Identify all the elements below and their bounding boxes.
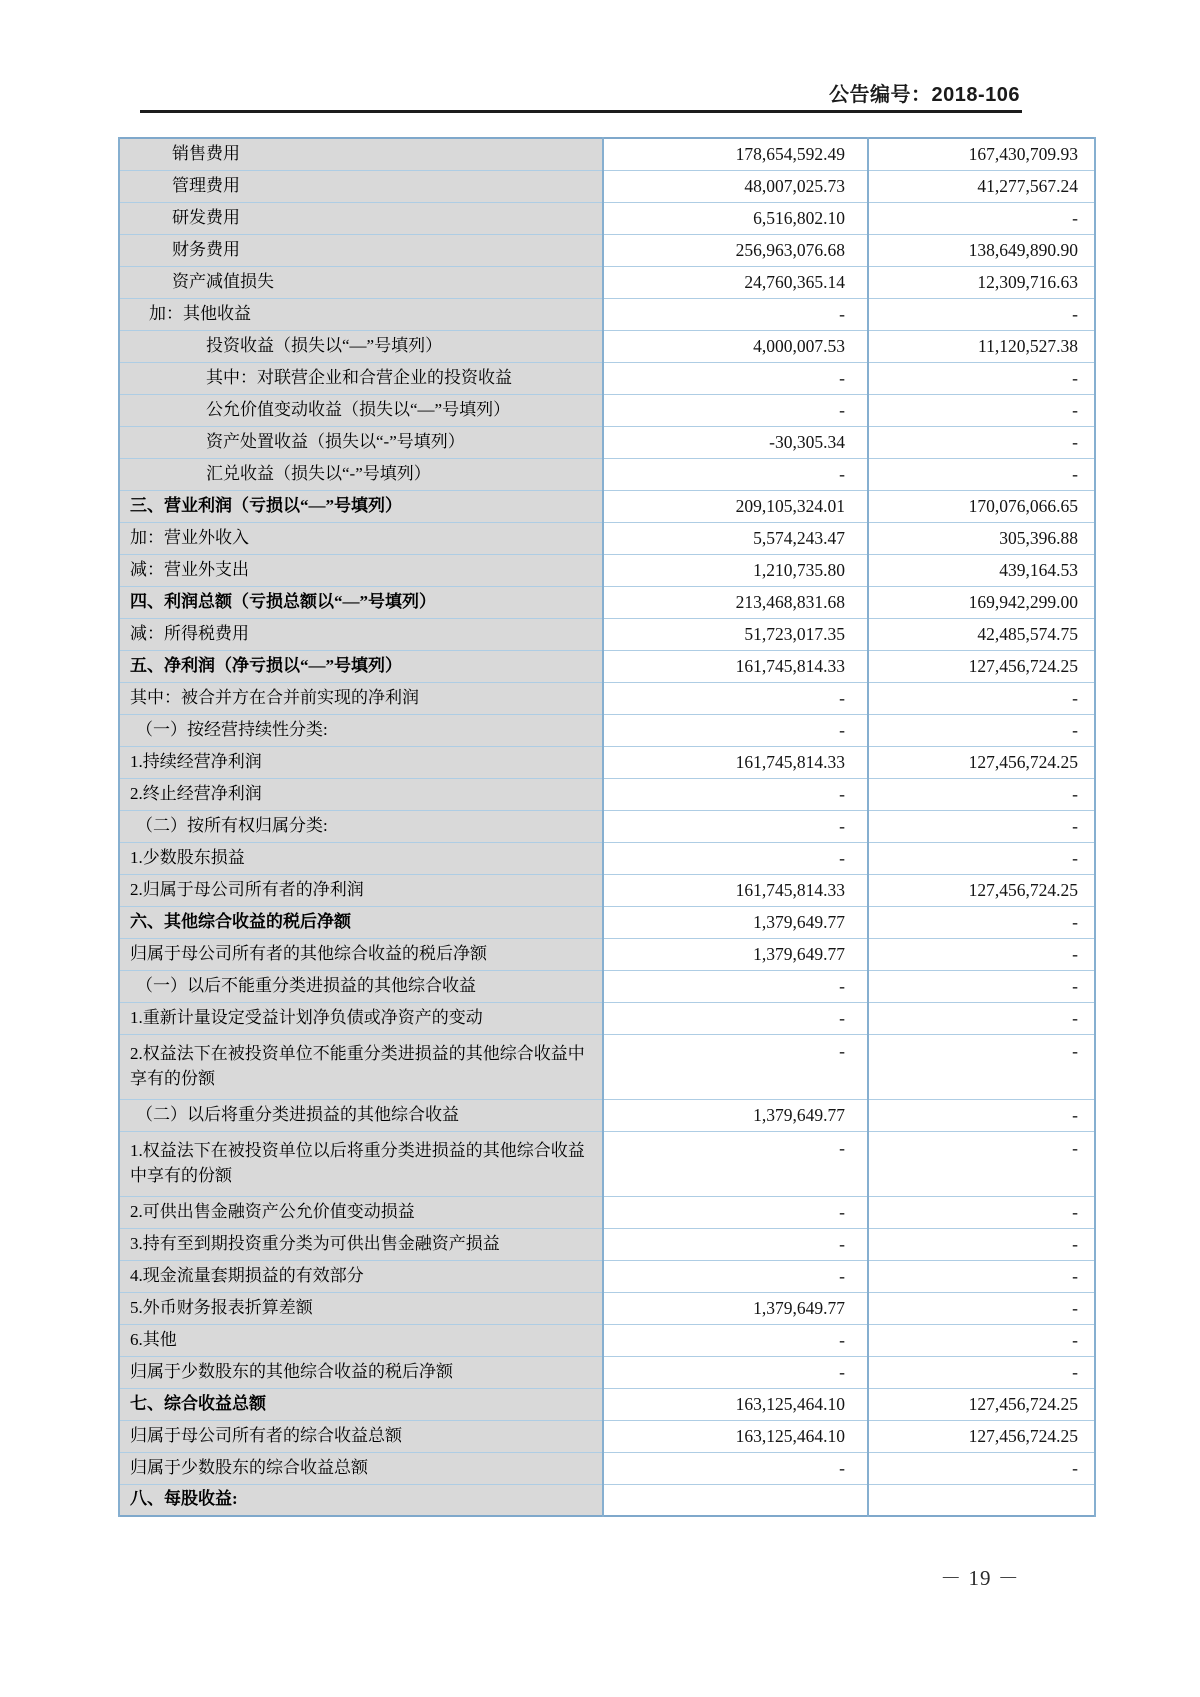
table-row <box>119 266 1095 298</box>
table-row <box>119 1420 1095 1452</box>
prior-period-value: 138,649,890.90 <box>868 234 1095 266</box>
current-period-value: - <box>603 682 868 714</box>
current-period-value: - <box>603 1034 868 1099</box>
prior-period-value: - <box>868 394 1095 426</box>
table-row <box>119 906 1095 938</box>
prior-period-value: - <box>868 938 1095 970</box>
table-row <box>119 170 1095 202</box>
row-label: 归属于母公司所有者的综合收益总额 <box>119 1420 603 1452</box>
row-label: 其中：被合并方在合并前实现的净利润 <box>119 682 603 714</box>
row-label: 三、营业利润（亏损以“—”号填列） <box>119 490 603 522</box>
current-period-value: 6,516,802.10 <box>603 202 868 234</box>
prior-period-value: - <box>868 682 1095 714</box>
row-label: 2.归属于母公司所有者的净利润 <box>119 874 603 906</box>
prior-period-value: - <box>868 1452 1095 1484</box>
table-row <box>119 810 1095 842</box>
current-period-value: 1,379,649.77 <box>603 1099 868 1131</box>
row-label: 2.终止经营净利润 <box>119 778 603 810</box>
prior-period-value: - <box>868 1131 1095 1196</box>
prior-period-value: - <box>868 1099 1095 1131</box>
row-label: 资产处置收益（损失以“-”号填列） <box>119 426 603 458</box>
table-row <box>119 1034 1095 1099</box>
row-label: 1.少数股东损益 <box>119 842 603 874</box>
table-row <box>119 202 1095 234</box>
prior-period-value: 127,456,724.25 <box>868 1420 1095 1452</box>
table-row <box>119 1260 1095 1292</box>
current-period-value: 256,963,076.68 <box>603 234 868 266</box>
current-period-value: 178,654,592.49 <box>603 138 868 170</box>
prior-period-value: - <box>868 714 1095 746</box>
prior-period-value: - <box>868 1292 1095 1324</box>
current-period-value: 163,125,464.10 <box>603 1420 868 1452</box>
row-label: 资产减值损失 <box>119 266 603 298</box>
row-label: 汇兑收益（损失以“-”号填列） <box>119 458 603 490</box>
prior-period-value: - <box>868 362 1095 394</box>
table-row <box>119 650 1095 682</box>
current-period-value: 24,760,365.14 <box>603 266 868 298</box>
prior-period-value: - <box>868 906 1095 938</box>
current-period-value: - <box>603 970 868 1002</box>
current-period-value: - <box>603 1356 868 1388</box>
row-label: 研发费用 <box>119 202 603 234</box>
table-row <box>119 458 1095 490</box>
table-row <box>119 1388 1095 1420</box>
prior-period-value: - <box>868 458 1095 490</box>
current-period-value: 1,379,649.77 <box>603 1292 868 1324</box>
table-row <box>119 1292 1095 1324</box>
row-label: （二）按所有权归属分类: <box>119 810 603 842</box>
table-row <box>119 682 1095 714</box>
prior-period-value: 127,456,724.25 <box>868 874 1095 906</box>
row-label: 2.可供出售金融资产公允价值变动损益 <box>119 1196 603 1228</box>
income-statement-table <box>118 137 1096 1517</box>
table-row <box>119 298 1095 330</box>
row-label: 1.权益法下在被投资单位以后将重分类进损益的其他综合收益中享有的份额 <box>119 1131 603 1196</box>
row-label: 4.现金流量套期损益的有效部分 <box>119 1260 603 1292</box>
current-period-value: - <box>603 1260 868 1292</box>
row-label: 投资收益（损失以“—”号填列） <box>119 330 603 362</box>
table-row <box>119 490 1095 522</box>
current-period-value: - <box>603 810 868 842</box>
row-label: 5.外币财务报表折算差额 <box>119 1292 603 1324</box>
prior-period-value: 305,396.88 <box>868 522 1095 554</box>
prior-period-value: 11,120,527.38 <box>868 330 1095 362</box>
current-period-value: 1,379,649.77 <box>603 906 868 938</box>
table-row <box>119 362 1095 394</box>
row-label: 加：营业外收入 <box>119 522 603 554</box>
prior-period-value: - <box>868 1356 1095 1388</box>
prior-period-value: 127,456,724.25 <box>868 746 1095 778</box>
current-period-value: - <box>603 394 868 426</box>
row-label: 七、综合收益总额 <box>119 1388 603 1420</box>
row-label: 3.持有至到期投资重分类为可供出售金融资产损益 <box>119 1228 603 1260</box>
table-row <box>119 554 1095 586</box>
table-row <box>119 1196 1095 1228</box>
row-label: 四、利润总额（亏损总额以“—”号填列） <box>119 586 603 618</box>
current-period-value: - <box>603 1002 868 1034</box>
prior-period-value: - <box>868 970 1095 1002</box>
table-row <box>119 1324 1095 1356</box>
prior-period-value: - <box>868 778 1095 810</box>
prior-period-value: - <box>868 842 1095 874</box>
table-row <box>119 874 1095 906</box>
table-row <box>119 426 1095 458</box>
current-period-value: - <box>603 1324 868 1356</box>
table-row <box>119 1484 1095 1516</box>
row-label: 其中：对联营企业和合营企业的投资收益 <box>119 362 603 394</box>
current-period-value: 213,468,831.68 <box>603 586 868 618</box>
current-period-value <box>603 1484 868 1516</box>
current-period-value: - <box>603 1196 868 1228</box>
prior-period-value: 41,277,567.24 <box>868 170 1095 202</box>
current-period-value: - <box>603 1228 868 1260</box>
row-label: 减：所得税费用 <box>119 618 603 650</box>
current-period-value: 161,745,814.33 <box>603 650 868 682</box>
prior-period-value: 169,942,299.00 <box>868 586 1095 618</box>
prior-period-value: 127,456,724.25 <box>868 650 1095 682</box>
table-row <box>119 714 1095 746</box>
current-period-value: - <box>603 778 868 810</box>
row-label: （一）以后不能重分类进损益的其他综合收益 <box>119 970 603 1002</box>
current-period-value: - <box>603 1452 868 1484</box>
current-period-value: 161,745,814.33 <box>603 874 868 906</box>
table-row <box>119 842 1095 874</box>
page-number: － 19 － <box>940 1566 1020 1590</box>
table-row <box>119 394 1095 426</box>
row-label: 财务费用 <box>119 234 603 266</box>
table-row <box>119 330 1095 362</box>
row-label: 归属于母公司所有者的其他综合收益的税后净额 <box>119 938 603 970</box>
row-label: 管理费用 <box>119 170 603 202</box>
prior-period-value: - <box>868 1260 1095 1292</box>
row-label: 减：营业外支出 <box>119 554 603 586</box>
table-row <box>119 234 1095 266</box>
row-label: 销售费用 <box>119 138 603 170</box>
row-label: 2.权益法下在被投资单位不能重分类进损益的其他综合收益中享有的份额 <box>119 1034 603 1099</box>
current-period-value: 5,574,243.47 <box>603 522 868 554</box>
table-row <box>119 1002 1095 1034</box>
prior-period-value: - <box>868 298 1095 330</box>
prior-period-value: - <box>868 426 1095 458</box>
prior-period-value: - <box>868 1324 1095 1356</box>
row-label: 1.持续经营净利润 <box>119 746 603 778</box>
prior-period-value: - <box>868 1034 1095 1099</box>
current-period-value: - <box>603 1131 868 1196</box>
prior-period-value: - <box>868 1196 1095 1228</box>
prior-period-value: 12,309,716.63 <box>868 266 1095 298</box>
prior-period-value: 167,430,709.93 <box>868 138 1095 170</box>
current-period-value: 163,125,464.10 <box>603 1388 868 1420</box>
row-label: 八、每股收益: <box>119 1484 603 1516</box>
row-label: 加：其他收益 <box>119 298 603 330</box>
prior-period-value: - <box>868 202 1095 234</box>
table-row <box>119 970 1095 1002</box>
prior-period-value: 42,485,574.75 <box>868 618 1095 650</box>
row-label: 6.其他 <box>119 1324 603 1356</box>
table-row <box>119 938 1095 970</box>
current-period-value: 48,007,025.73 <box>603 170 868 202</box>
table-row <box>119 778 1095 810</box>
current-period-value: - <box>603 298 868 330</box>
table-row <box>119 1228 1095 1260</box>
current-period-value: 1,379,649.77 <box>603 938 868 970</box>
announcement-number: 公告编号：2018-106 <box>828 84 1020 106</box>
row-label: 归属于少数股东的其他综合收益的税后净额 <box>119 1356 603 1388</box>
table-row <box>119 522 1095 554</box>
row-label: 公允价值变动收益（损失以“—”号填列） <box>119 394 603 426</box>
current-period-value: - <box>603 458 868 490</box>
table-row <box>119 1131 1095 1196</box>
current-period-value: 1,210,735.80 <box>603 554 868 586</box>
row-label: 归属于少数股东的综合收益总额 <box>119 1452 603 1484</box>
current-period-value: -30,305.34 <box>603 426 868 458</box>
current-period-value: - <box>603 362 868 394</box>
row-label: 六、其他综合收益的税后净额 <box>119 906 603 938</box>
row-label: 1.重新计量设定受益计划净负债或净资产的变动 <box>119 1002 603 1034</box>
table-row <box>119 1356 1095 1388</box>
current-period-value: 51,723,017.35 <box>603 618 868 650</box>
prior-period-value <box>868 1484 1095 1516</box>
prior-period-value: - <box>868 1002 1095 1034</box>
prior-period-value: - <box>868 810 1095 842</box>
current-period-value: - <box>603 842 868 874</box>
table-row <box>119 586 1095 618</box>
current-period-value: 209,105,324.01 <box>603 490 868 522</box>
prior-period-value: 127,456,724.25 <box>868 1388 1095 1420</box>
table-row <box>119 618 1095 650</box>
current-period-value: 161,745,814.33 <box>603 746 868 778</box>
prior-period-value: 439,164.53 <box>868 554 1095 586</box>
table-row <box>119 1099 1095 1131</box>
prior-period-value: 170,076,066.65 <box>868 490 1095 522</box>
row-label: 五、净利润（净亏损以“—”号填列） <box>119 650 603 682</box>
table-row <box>119 138 1095 170</box>
row-label: （二）以后将重分类进损益的其他综合收益 <box>119 1099 603 1131</box>
current-period-value: - <box>603 714 868 746</box>
table-row <box>119 746 1095 778</box>
table-row <box>119 1452 1095 1484</box>
prior-period-value: - <box>868 1228 1095 1260</box>
row-label: （一）按经营持续性分类: <box>119 714 603 746</box>
header-rule <box>140 110 1022 113</box>
current-period-value: 4,000,007.53 <box>603 330 868 362</box>
